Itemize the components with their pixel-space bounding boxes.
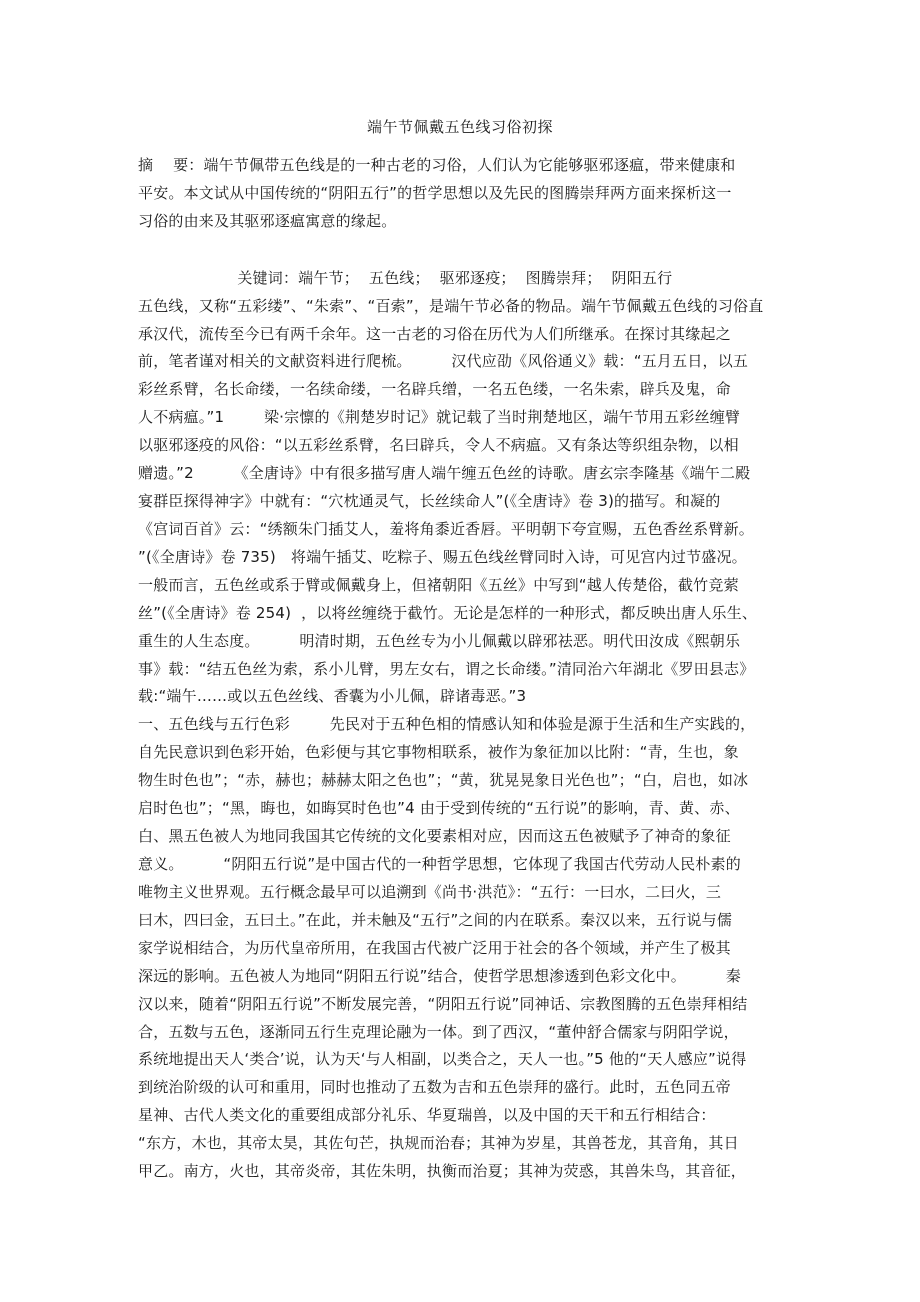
abstract-line: 平安。本文试从中国传统的“阴阳五行”的哲学思想以及先民的图腾崇拜两方面来探析这一 [138,184,732,202]
body-line: 载:“端午……或以五色丝线、香囊为小儿佩，辟诸毒恶。”3 [138,687,527,705]
body-line: 甲乙。南方，火也，其帝炎帝，其佐朱明，执衡而治夏；其神为荧惑，其兽朱鸟，其音征， [138,1162,747,1180]
body-line: 物生时色也”；“赤，赫也；赫赫太阳之色也”；“黄，犹晃晃象日光色也”；“白，启也，如冰 [138,771,749,789]
body-line: 丝”(《全唐诗》卷 254) ，以将丝缠绕于截竹。无论是怎样的一种形式，都反映出唐人乐生、 [138,604,758,622]
body-line: 人不病瘟。”1 梁·宗懔的《荆楚岁时记》就记载了当时荆楚地区，端午节用五彩丝缠臂 [138,408,741,426]
body-line: 《宫词百首》云：“绣额朱门插艾人，羞将角黍近香唇。平明朝下夸宣赐，五色香丝系臂新。 [138,520,754,538]
body-line: 星神、古代人类文化的重要组成部分礼乐、华夏瑞兽，以及中国的天干和五行相结合： [138,1106,716,1124]
section-heading-line: 一、五色线与五行色彩 先民对于五种色相的情感认知和体验是源于生活和生产实践的， [138,715,756,733]
body-line: 深远的影响。五色被人为地同“阴阳五行说”结合，使哲学思想渗透到色彩文化中。 秦 [138,967,741,985]
body-line: 启时色也”；“黑，晦也，如晦冥时色也”4 由于受到传统的“五行说”的影响，青、黄、赤、 [138,799,740,817]
keywords-line: 关键词：端午节； 五色线； 驱邪逐疫； 图腾崇拜； 阴阳五行 [138,269,673,287]
body-line: 承汉代，流传至今已有两千余年。这一古老的习俗在历代为人们所继承。在探讨其缘起之 [138,325,731,343]
body-line: ”(《全唐诗》卷 735) 将端午插艾、吃粽子、赐五色线丝臂同时入诗，可见宫内过节盛况。 [138,548,747,566]
body-line: 以驱邪逐疫的风俗：“以五彩丝系臂，名曰辟兵，令人不病瘟。又有条达等织组杂物，以相 [138,436,739,454]
body-line: 家学说相结合，为历代皇帝所用，在我国古代被广泛用于社会的各个领域，并产生了极其 [138,939,731,957]
body-line: 一般而言，五色丝或系于臂或佩戴身上，但褚朝阳《五丝》中写到“越人传楚俗，截竹竞萦 [138,576,739,594]
body-line: 意义。 “阴阳五行说”是中国古代的一种哲学思想，它体现了我国古代劳动人民朴素的 [138,855,741,873]
body-line: 到统治阶级的认可和重用，同时也推动了五数为吉和五色崇拜的盛行。此时，五色同五帝 [138,1078,731,1096]
abstract-line: 习俗的由来及其驱邪逐瘟寓意的缘起。 [138,212,397,230]
body-line: 赠遗。”2 《全唐诗》中有很多描写唐人端午缠五色丝的诗歌。唐玄宗李隆基《端午二殿 [138,464,751,482]
body-line: 前，笔者谨对相关的文献资料进行爬梳。 汉代应劭《风俗通义》载：“五月五日，以五 [138,352,749,370]
body-line: 曰木，四曰金，五曰土。”在此，并未触及“五行”之间的内在联系。秦汉以来，五行说与儒 [138,911,733,929]
body-line: 事》载：“结五色丝为索，系小儿臂，男左女右，谓之长命缕。”清同治六年湖北《罗田县志》 [138,660,755,678]
body-line: 汉以来，随着“阴阳五行说”不断发展完善，“阴阳五行说”同神话、宗教图腾的五色崇拜相结 [138,995,748,1013]
body-line: 唯物主义世界观。五行概念最早可以追溯到《尚书·洪范》：“五行：一曰水，二曰火，三 [138,883,722,901]
body-line: 自先民意识到色彩开始，色彩便与其它事物相联系，被作为象征加以比附：“青，生也，象 [138,743,739,761]
body-line: 重生的人生态度。 明清时期，五色丝专为小儿佩戴以辟邪祛恶。明代田汝成《熙朝乐 [138,632,741,650]
body-line: 合，五数与五色，逐渐同五行生克理论融为一体。到了西汉，“董仲舒合儒家与阴阳学说， [138,1023,739,1041]
body-line: 五色线，又称“五彩缕”、“朱索”、“百索”，是端午节必备的物品。端午节佩戴五色线的习俗直 [138,297,764,315]
body-line: 宴群臣探得神字》中就有：“穴枕通灵气，长丝续命人”(《全唐诗》卷 3)的描写。和凝的 [138,492,721,510]
body-line: 系统地提出天人‘类合’说，认为天‘与人相副，以类合之，天人一也。”5 他的“天人感应”说得 [138,1050,747,1068]
document-title: 端午节佩戴五色线习俗初探 [366,118,553,136]
body-line: 白、黑五色被人为地同我国其它传统的文化要素相对应，因而这五色被赋予了神奇的象征 [138,827,731,845]
abstract-line: 摘 要：端午节佩带五色线是的一种古老的习俗，人们认为它能够驱邪逐瘟，带来健康和 [138,156,736,174]
body-line: 彩丝系臂，名长命缕，一名续命缕，一名辟兵缯，一名五色缕，一名朱索，辟兵及鬼，命 [138,380,731,398]
body-line: “东方，木也，其帝太昊，其佐句芒，执规而治春；其神为岁星，其兽苍龙，其音角，其日 [138,1134,739,1152]
